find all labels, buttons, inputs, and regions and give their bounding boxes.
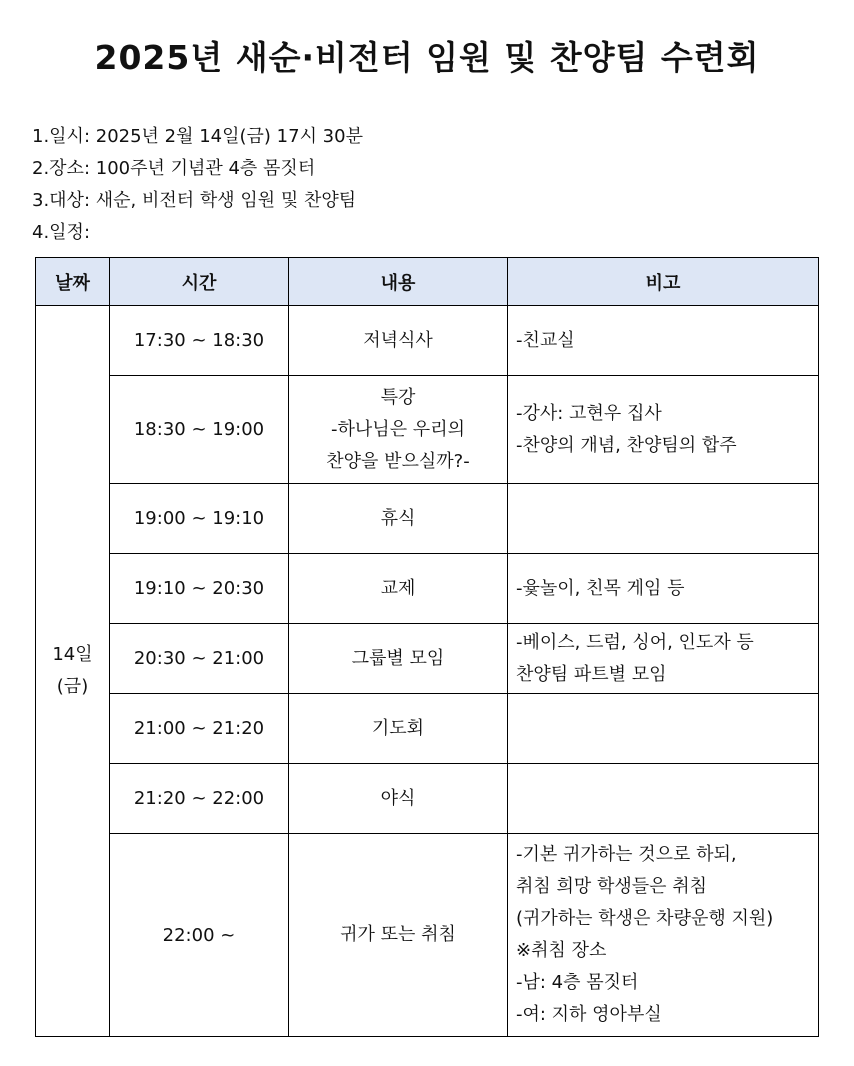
note-cell	[508, 764, 819, 834]
time-cell: 18:30 ~ 19:00	[110, 376, 289, 484]
note-line: -남: 4층 몸짓터	[516, 972, 639, 993]
note-line: -여: 지하 영아부실	[516, 1004, 662, 1025]
content-line: 그룹별 모임	[351, 647, 445, 669]
table-row	[36, 764, 819, 834]
time-cell: 20:30 ~ 21:00	[110, 624, 289, 694]
table-header-row	[36, 258, 819, 306]
content-line: 야식	[380, 787, 416, 809]
note-line: -기본 귀가하는 것으로 하되,	[516, 844, 737, 865]
date-line: (금)	[56, 676, 89, 697]
content-cell	[289, 376, 508, 484]
note-cell	[508, 554, 819, 624]
note-line: -친교실	[516, 329, 575, 351]
content-line: 기도회	[371, 717, 425, 739]
info-location: 2.장소: 100주년 기념관 4층 몸짓터	[32, 158, 316, 179]
header-date: 날짜	[36, 258, 110, 306]
note-cell	[508, 694, 819, 764]
content-line: 찬양을 받으실까?-	[326, 450, 470, 472]
table-row	[36, 484, 819, 554]
content-cell	[289, 484, 508, 554]
schedule-table	[35, 257, 819, 1037]
note-line: 찬양팀 파트별 모임	[516, 663, 667, 685]
content-line: 휴식	[380, 507, 416, 529]
info-date: 1.일시: 2025년 2월 14일(금) 17시 30분	[32, 126, 363, 147]
note-line: -찬양의 개념, 찬양팀의 합주	[516, 434, 737, 456]
note-cell	[508, 376, 819, 484]
time-cell: 21:00 ~ 21:20	[110, 694, 289, 764]
note-line: (귀가하는 학생은 차량운행 지원)	[516, 908, 774, 929]
content-line: -하나님은 우리의	[331, 418, 465, 440]
table-row	[36, 306, 819, 376]
note-line: ※취침 장소	[516, 940, 607, 961]
content-cell	[289, 764, 508, 834]
time-cell: 17:30 ~ 18:30	[110, 306, 289, 376]
time-cell: 22:00 ~	[110, 834, 289, 1037]
time-cell: 21:20 ~ 22:00	[110, 764, 289, 834]
table-row	[36, 834, 819, 1037]
content-line: 교제	[380, 577, 416, 599]
header-time: 시간	[110, 258, 289, 306]
time-cell: 19:10 ~ 20:30	[110, 554, 289, 624]
header-content: 내용	[289, 258, 508, 306]
content-cell	[289, 554, 508, 624]
content-cell	[289, 834, 508, 1037]
content-line: 귀가 또는 취침	[340, 924, 456, 945]
content-cell	[289, 624, 508, 694]
table-row	[36, 694, 819, 764]
event-info	[32, 121, 363, 249]
table-row	[36, 376, 819, 484]
date-line: 14일	[52, 644, 93, 665]
date-cell	[36, 306, 110, 1037]
content-line: 특강	[380, 386, 416, 408]
header-note: 비고	[508, 258, 819, 306]
note-cell	[508, 484, 819, 554]
note-cell	[508, 306, 819, 376]
content-line: 저녁식사	[363, 329, 433, 351]
note-cell	[508, 834, 819, 1037]
content-cell	[289, 306, 508, 376]
info-target: 3.대상: 새순, 비전터 학생 임원 및 찬양팀	[32, 190, 357, 211]
content-cell	[289, 694, 508, 764]
note-cell	[508, 624, 819, 694]
time-cell: 19:00 ~ 19:10	[110, 484, 289, 554]
info-schedule-label: 4.일정:	[32, 222, 91, 243]
note-line: -윷놀이, 친목 게임 등	[516, 577, 685, 599]
note-line: -베이스, 드럼, 싱어, 인도자 등	[516, 631, 754, 653]
document-title: 2025년 새순·비전터 임원 및 찬양팀 수련회	[94, 38, 760, 77]
note-line: 취침 희망 학생들은 취침	[516, 876, 708, 897]
table-row	[36, 554, 819, 624]
schedule-body	[36, 306, 819, 1037]
table-row	[36, 624, 819, 694]
note-line: -강사: 고현우 집사	[516, 402, 662, 424]
